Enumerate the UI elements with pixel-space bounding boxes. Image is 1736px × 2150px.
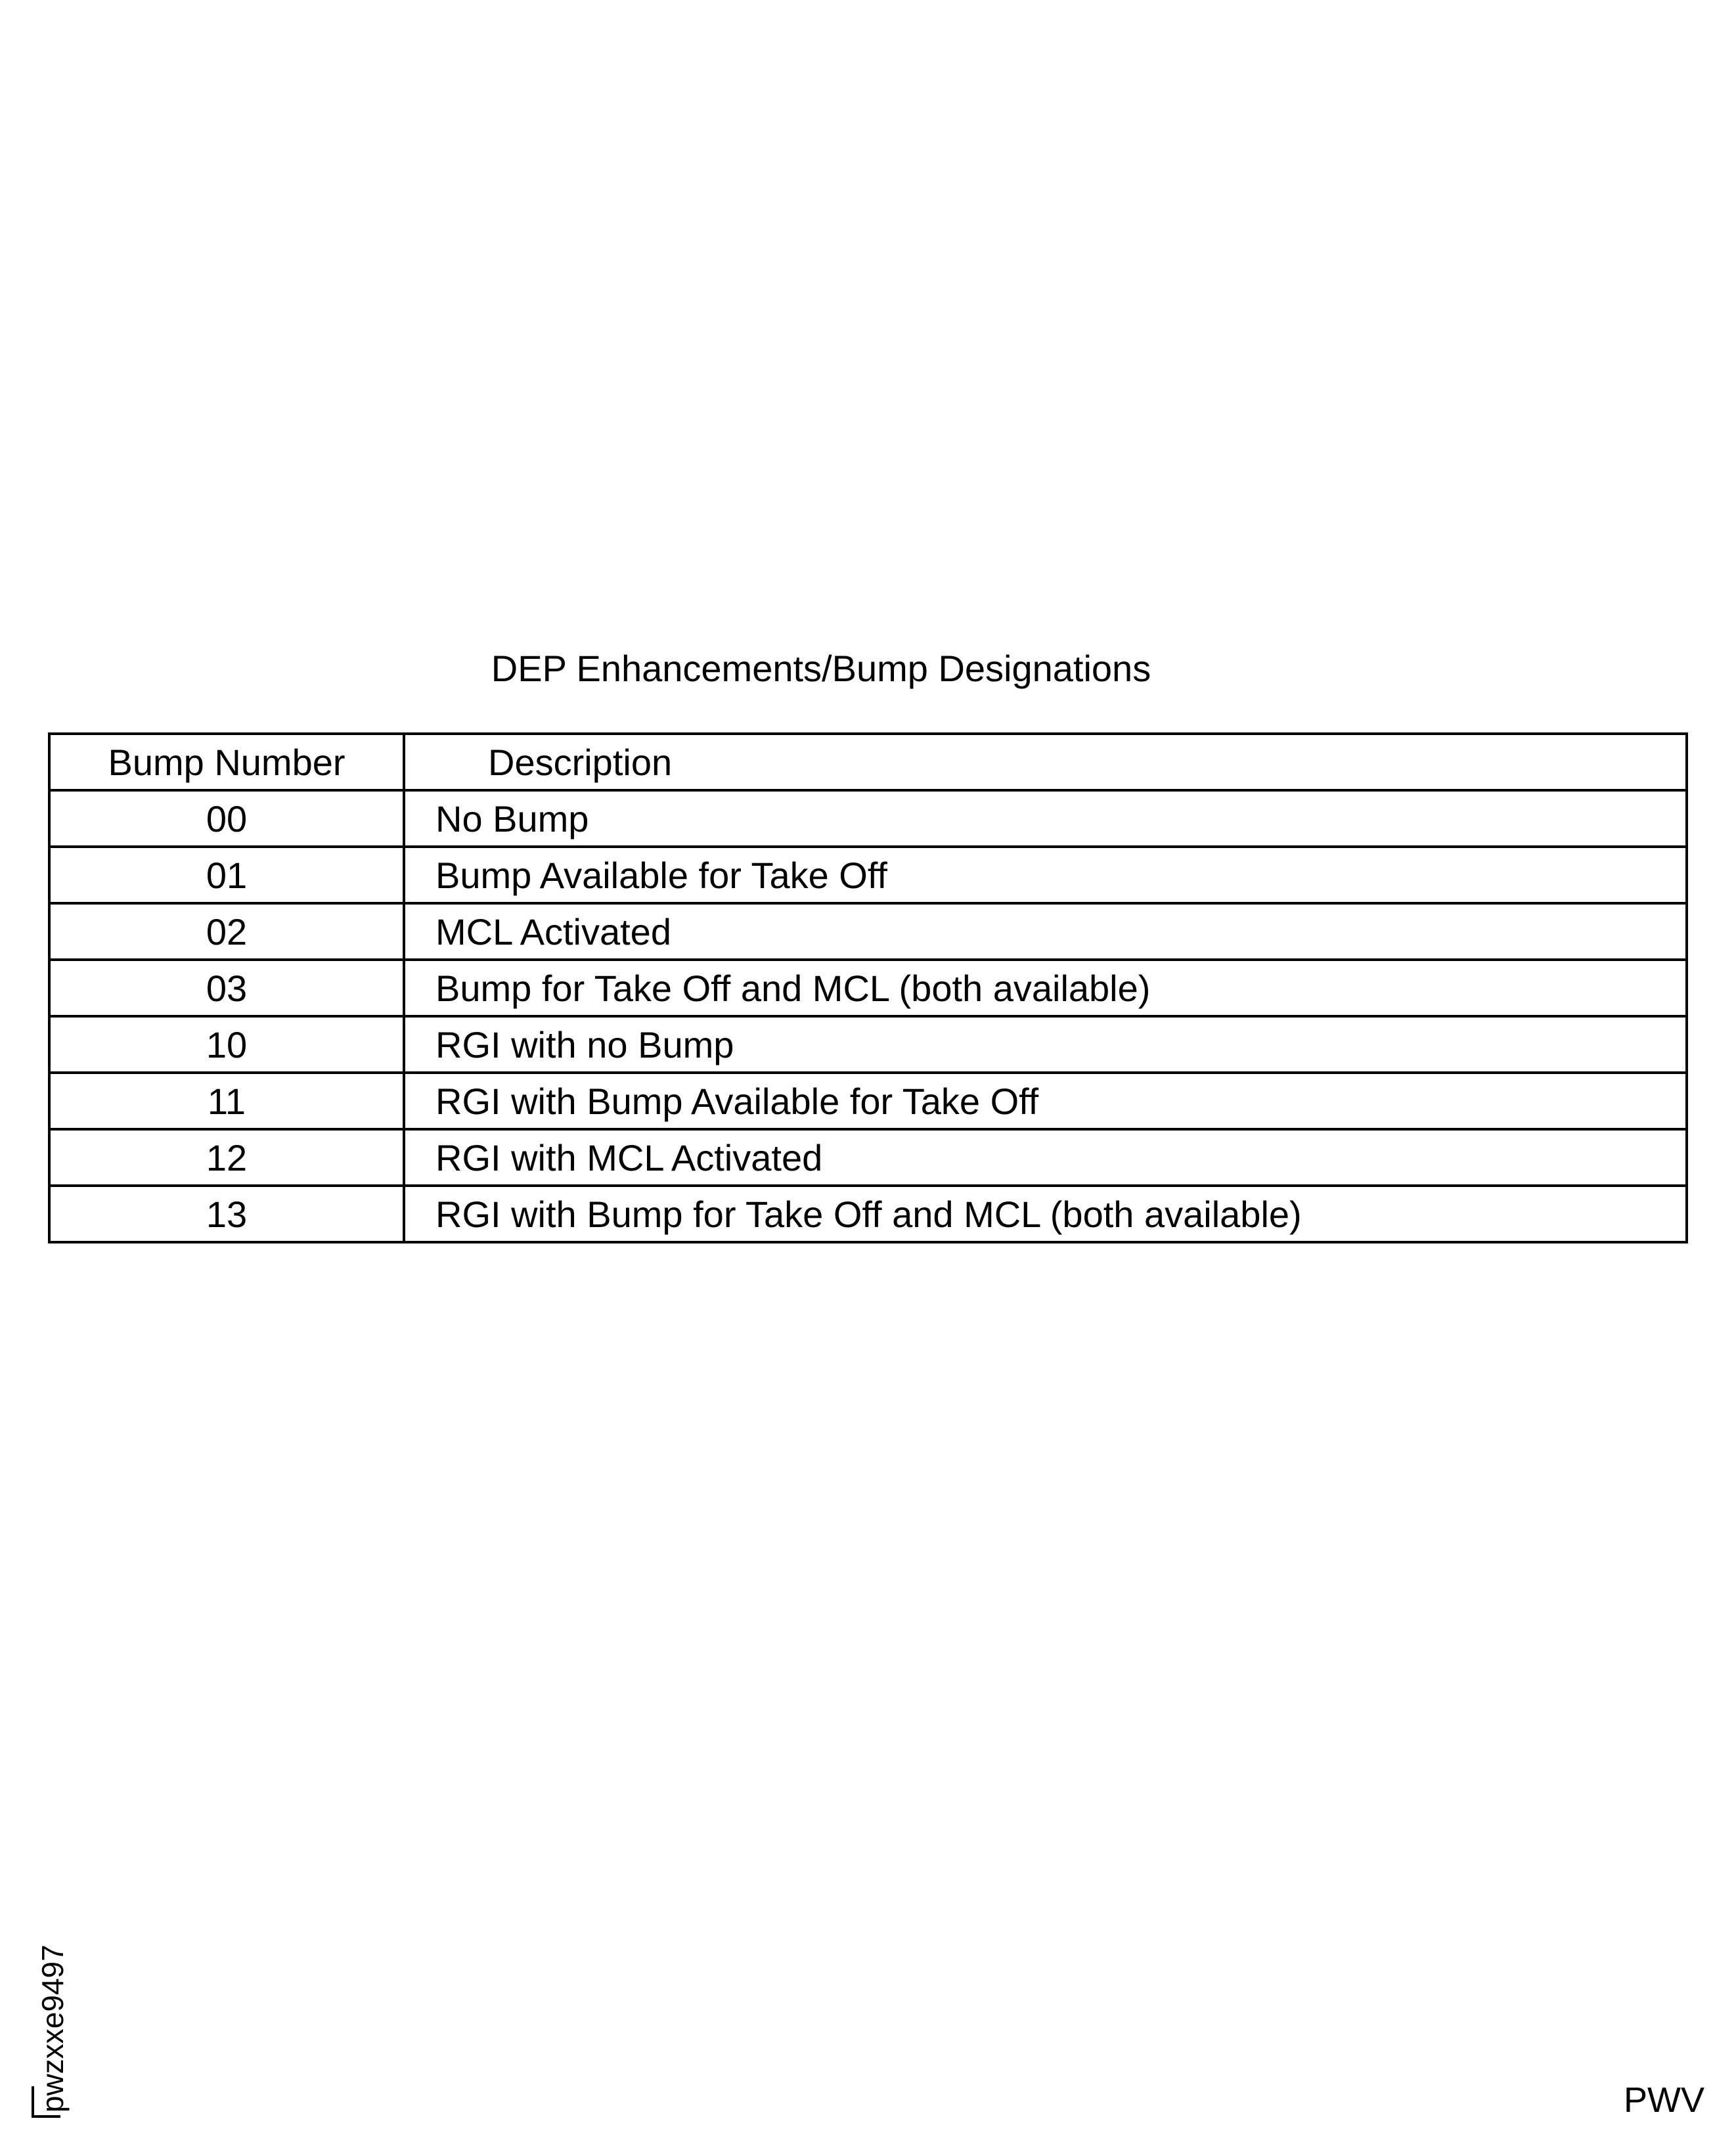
bump-number-cell: 11 xyxy=(49,1073,404,1129)
description-cell: RGI with no Bump xyxy=(404,1016,1687,1073)
table-row xyxy=(49,847,1687,903)
description-cell: RGI with Bump Available for Take Off xyxy=(404,1073,1687,1129)
bump-number-cell: 13 xyxy=(49,1186,404,1242)
bump-number-cell: 03 xyxy=(49,960,404,1016)
footer-mark: PWV xyxy=(1623,2080,1704,2120)
description-cell: MCL Activated xyxy=(404,903,1687,960)
description-cell: Bump for Take Off and MCL (both available) xyxy=(404,960,1687,1016)
bump-number-cell: 02 xyxy=(49,903,404,960)
figure-title: DEP Enhancements/Bump Designations xyxy=(491,648,1151,689)
table-row xyxy=(49,1129,1687,1186)
table-row xyxy=(49,1016,1687,1073)
description-cell: No Bump xyxy=(404,790,1687,847)
figure-code-text: pwzxxe9497 xyxy=(35,1944,70,2113)
table-header-row xyxy=(49,734,1687,790)
bump-number-cell: 10 xyxy=(49,1016,404,1073)
table-row xyxy=(49,790,1687,847)
header-description: Description xyxy=(404,734,1687,790)
bump-number-cell: 12 xyxy=(49,1129,404,1186)
description-cell: RGI with Bump for Take Off and MCL (both available) xyxy=(404,1186,1687,1242)
bump-number-cell: 01 xyxy=(49,847,404,903)
description-cell: RGI with MCL Activated xyxy=(404,1129,1687,1186)
table-row xyxy=(49,1186,1687,1242)
bump-number-cell: 00 xyxy=(49,790,404,847)
header-bump-number: Bump Number xyxy=(49,734,404,790)
table-row xyxy=(49,903,1687,960)
table-row xyxy=(49,1073,1687,1129)
bump-designations-table xyxy=(48,732,1688,1243)
figure-code xyxy=(28,1922,74,2113)
table-row xyxy=(49,960,1687,1016)
description-cell: Bump Available for Take Off xyxy=(404,847,1687,903)
